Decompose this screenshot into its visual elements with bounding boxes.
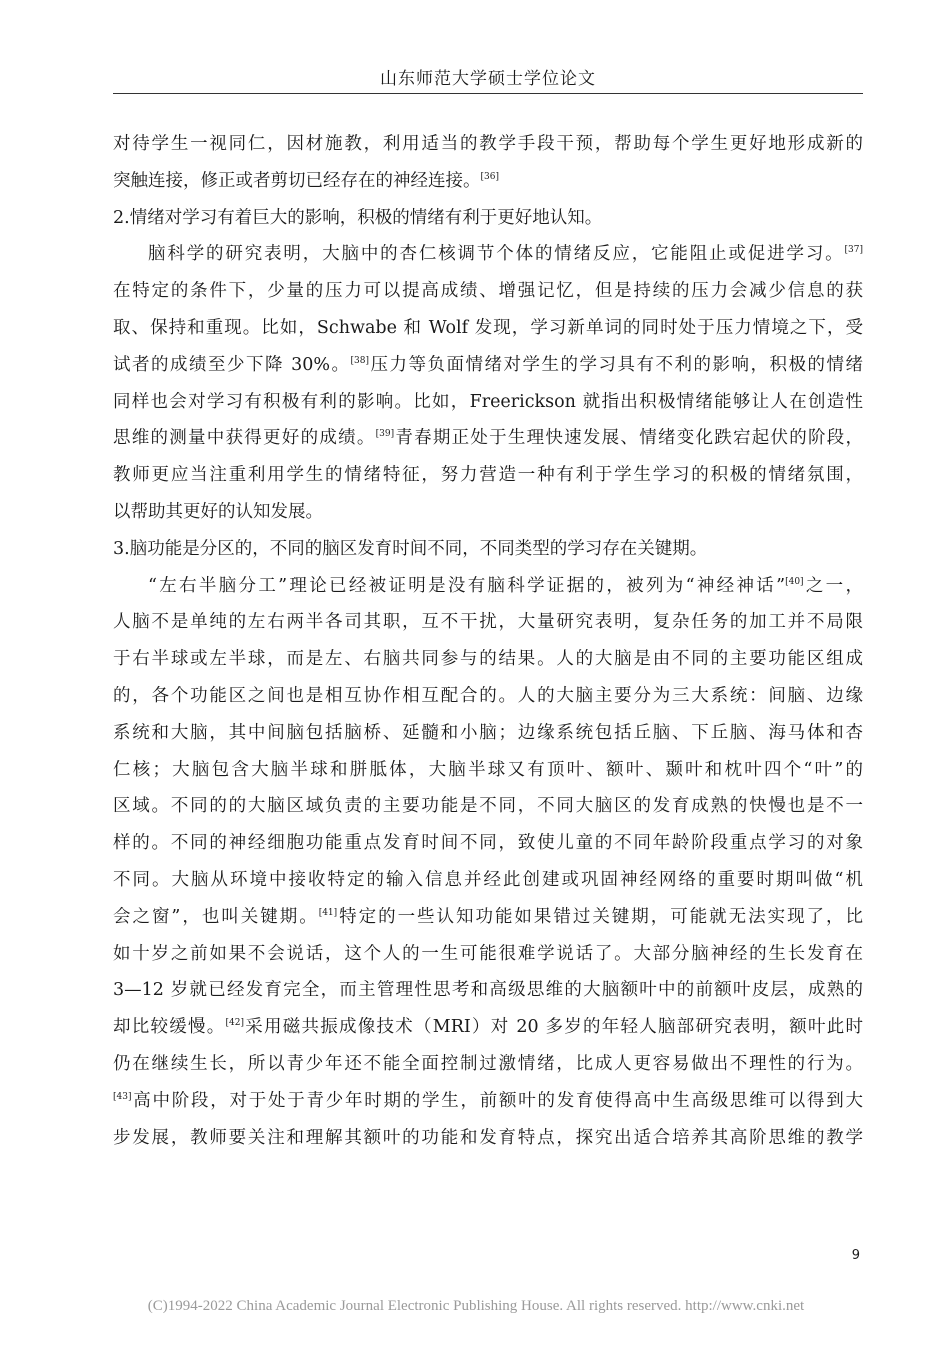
text-run: 在特定的条件下，少量的压力可以提高成绩、增强记忆，但是持续的压力会减少信息的获: [113, 281, 863, 302]
text-line: [113, 310, 863, 347]
text-run: 脑科学的研究表明，大脑中的杏仁核调节个体的情绪反应，它能阻止或促进学习。: [148, 244, 845, 265]
body-text: [113, 126, 863, 1156]
citation-ref: [43]: [113, 1091, 132, 1102]
text-run: 以帮助其更好的认知发展。: [113, 501, 323, 522]
text-line: [113, 236, 863, 273]
text-line: [113, 972, 863, 1009]
citation-ref: [36]: [480, 171, 499, 182]
text-run: “左右半脑分工”理论已经被证明是没有脑科学证据的，被列为“神经神话”: [148, 575, 786, 596]
text-line: [113, 494, 863, 531]
text-run: 会之窗”，也叫关键期。: [113, 906, 319, 927]
text-run: 高中阶段，对于处于青少年时期的学生，前额叶的发育使得高中生高级思维可以得到大: [131, 1090, 863, 1111]
text-run: 却比较缓慢。: [113, 1017, 226, 1038]
text-run: 压力等负面情绪对学生的学习具有不利的影响，积极的情绪: [368, 354, 863, 375]
text-line: [113, 568, 863, 605]
text-line: [113, 1120, 863, 1157]
text-run: 的，各个功能区之间也是相互协作相互配合的。人的大脑主要分为三大系统：间脑、边缘: [113, 685, 863, 706]
header-rule: [113, 93, 863, 94]
citation-ref: [41]: [318, 907, 338, 918]
text-run: 3—12 岁就已经发育完全，而主管理性思考和高级思维的大脑额叶中的前额叶皮层，成熟的: [113, 980, 863, 1001]
citation-ref: [38]: [350, 355, 369, 366]
text-run: 思维的测量中获得更好的成绩。: [113, 428, 376, 449]
text-run: 取、保持和重现。比如，Schwabe 和 Wolf 发现，学习新单词的同时处于压力情境之下，受: [113, 317, 863, 338]
text-line: [113, 936, 863, 973]
text-line: [113, 899, 863, 936]
text-line: [113, 420, 863, 457]
text-run: 仁核；大脑包含大脑半球和胼胝体，大脑半球又有顶叶、额叶、颞叶和枕叶四个“叶”的: [113, 759, 863, 780]
text-run: 仍在继续生长，所以青少年还不能全面控制过激情绪，比成人更容易做出不理性的行为。: [113, 1053, 863, 1074]
text-line: [113, 715, 863, 752]
citation-ref: [39]: [375, 429, 395, 440]
text-run: 2.情绪对学习有着巨大的影响，积极的情绪有利于更好地认知。: [113, 207, 603, 228]
text-line: [113, 862, 863, 899]
text-line: [113, 604, 863, 641]
text-line: [113, 1083, 863, 1120]
page-number: 9: [851, 1248, 860, 1263]
citation-ref: [42]: [225, 1018, 245, 1029]
text-run: 突触连接，修正或者剪切已经存在的神经连接。: [113, 170, 481, 191]
text-run: 3.脑功能是分区的，不同的脑区发育时间不同，不同类型的学习存在关键期。: [113, 538, 708, 559]
text-run: 人脑不是单纯的左右两半各司其职，互不干扰，大量研究表明，复杂任务的加工并不局限: [113, 612, 863, 633]
text-run: 教师更应当注重利用学生的情绪特征，努力营造一种有利于学生学习的积极的情绪氛围，: [113, 465, 863, 486]
text-line: [113, 163, 863, 200]
text-line: [113, 531, 863, 568]
text-line: [113, 347, 863, 384]
text-run: 青春期正处于生理快速发展、情绪变化跌宕起伏的阶段，: [394, 428, 864, 449]
text-run: 同样也会对学习有积极有利的影响。比如，Freerickson 就指出积极情绪能够让人在创造性: [113, 391, 863, 412]
text-line: [113, 126, 863, 163]
text-run: 试者的成绩至少下降 30%。: [113, 354, 351, 375]
text-line: [113, 825, 863, 862]
text-run: 对待学生一视同仁，因材施教，利用适当的教学手段干预，帮助每个学生更好地形成新的: [113, 134, 863, 154]
text-run: 区域。不同的的大脑区域负责的主要功能是不同，不同大脑区的发育成熟的快慢也是不一: [113, 796, 863, 817]
running-header: 山东师范大学硕士学位论文: [380, 69, 596, 89]
text-run: 如十岁之前如果不会说话，这个人的一生可能很难学说话了。大部分脑神经的生长发育在: [113, 943, 863, 964]
text-line: [113, 788, 863, 825]
text-run: 系统和大脑，其中间脑包括脑桥、延髓和小脑；边缘系统包括丘脑、下丘脑、海马体和杏: [113, 722, 863, 743]
text-run: 之一，: [803, 575, 863, 596]
text-line: [113, 384, 863, 421]
text-line: [113, 273, 863, 310]
citation-ref: [37]: [844, 245, 863, 256]
text-line: [113, 1009, 863, 1046]
text-line: [113, 457, 863, 494]
copyright-footer: (C)1994-2022 China Academic Journal Electronic Publishing House. All rights reserved. http://www.cnki.net: [147, 1298, 805, 1314]
text-run: 样的。不同的神经细胞功能重点发育时间不同，致使儿童的不同年龄阶段重点学习的对象: [113, 833, 863, 854]
text-line: [113, 1046, 863, 1083]
text-run: 特定的一些认知功能如果错过关键期，可能就无法实现了，比: [337, 906, 864, 927]
text-run: 步发展，教师要关注和理解其额叶的功能和发育特点，探究出适合培养其高阶思维的教学: [113, 1127, 863, 1148]
text-line: [113, 752, 863, 789]
text-line: [113, 200, 863, 237]
text-line: [113, 678, 863, 715]
text-run: 于右半球或左半球，而是左、右脑共同参与的结果。人的大脑是由不同的主要功能区组成: [113, 649, 863, 670]
text-run: 采用磁共振成像技术（MRI）对 20 多岁的年轻人脑部研究表明，额叶此时: [244, 1017, 864, 1038]
text-line: [113, 641, 863, 678]
text-run: 不同。大脑从环境中接收特定的输入信息并经此创建或巩固神经网络的重要时期叫做“机: [113, 869, 863, 890]
citation-ref: [40]: [785, 576, 804, 587]
